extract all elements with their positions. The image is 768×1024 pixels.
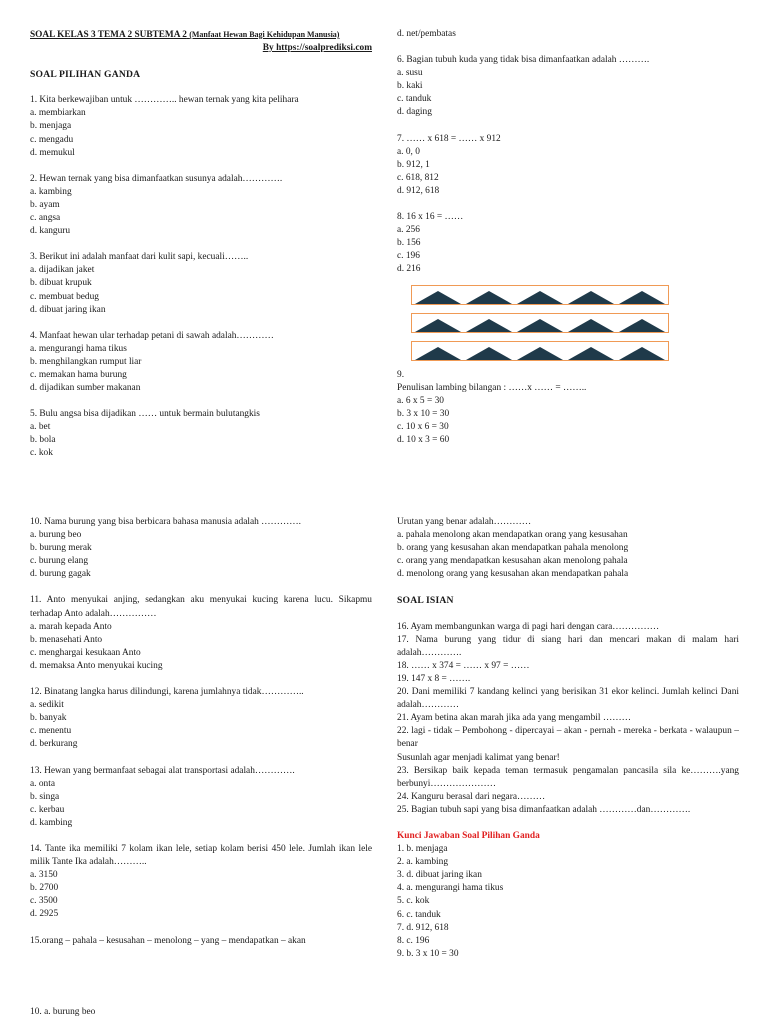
question-text: 8. 16 x 16 = …… bbox=[397, 212, 464, 223]
question-block bbox=[30, 516, 372, 581]
triangle-shape bbox=[517, 290, 563, 304]
option-item: a. sedikit bbox=[30, 700, 64, 711]
option-item: a. 3150 bbox=[30, 870, 58, 881]
isian-item: 22. lagi - tidak – Pembohong - dipercayai – akan - pernah - mereka - berkata - walaupun – benar bbox=[397, 726, 739, 750]
column-top-left bbox=[30, 28, 372, 461]
question-block bbox=[397, 382, 739, 447]
option-item: a. susu bbox=[397, 68, 423, 79]
option-item: d. kanguru bbox=[30, 226, 71, 237]
question-block bbox=[30, 173, 372, 238]
question-text: 10. Nama burung yang bisa berbicara bahasa manusia adalah …………. bbox=[30, 517, 302, 527]
isian-item: 19. 147 x 8 = ……. bbox=[397, 673, 471, 684]
option-item: c. membuat bedug bbox=[30, 291, 99, 302]
question-text: 3. Berikut ini adalah manfaat dari kulit sapi, kecuali…….. bbox=[30, 252, 249, 263]
question-block bbox=[30, 251, 372, 316]
answer-key-title: Kunci Jawaban Soal Pilihan Ganda bbox=[397, 830, 540, 841]
option-item: c. memakan hama burung bbox=[30, 369, 127, 380]
option-item: c. orang yang mendapatkan kesusahan akan menolong pahala bbox=[397, 556, 628, 567]
option-item: b. banyak bbox=[30, 713, 67, 724]
column-bottom-right bbox=[397, 516, 739, 961]
option-item: d. dibuat jaring ikan bbox=[30, 304, 106, 315]
option-item: b. singa bbox=[30, 791, 60, 802]
option-item: a. 0, 0 bbox=[397, 146, 420, 157]
triangle-shape bbox=[568, 346, 614, 360]
answer-key-item: 3. d. dibuat jaring ikan bbox=[397, 870, 482, 881]
option-item: a. bet bbox=[30, 422, 51, 433]
option-item: c. mengadu bbox=[30, 134, 74, 145]
question-number: 9. bbox=[397, 369, 405, 380]
answer-key-continued: 10. a. burung beo bbox=[30, 1007, 96, 1017]
isian-item: 24. Kanguru berasal dari negara……… bbox=[397, 791, 546, 802]
option-item: d. 2925 bbox=[30, 909, 59, 920]
isian-item: 25. Bagian tubuh sapi yang bisa dimanfaatkan adalah …………dan…………. bbox=[397, 804, 691, 815]
option-item: c. menentu bbox=[30, 726, 72, 737]
question-block bbox=[30, 765, 372, 830]
question-block bbox=[30, 843, 372, 922]
question-block bbox=[397, 54, 739, 119]
question-text: 12. Binatang langka harus dilindungi, karena jumlahnya tidak………….. bbox=[30, 687, 304, 698]
question-text: 14. Tante ika memiliki 7 kolam ikan lele, setiap kolam berisi 450 lele. Jumlah ikan lele milik Tante Ika adalah……….. bbox=[30, 843, 372, 868]
option-item: a. onta bbox=[30, 778, 55, 789]
isian-item: 20. Dani memiliki 7 kandang kelinci yang berisikan 31 ekor kelinci. Jumlah kelinci Dani adalah………… bbox=[397, 687, 739, 711]
option-item: c. kerbau bbox=[30, 804, 65, 815]
option-item: b. bola bbox=[30, 435, 56, 446]
option-item: b. dibuat krupuk bbox=[30, 278, 92, 289]
question-block bbox=[30, 935, 372, 948]
question-text: 6. Bagian tubuh kuda yang tidak bisa dimanfaatkan adalah ………. bbox=[397, 55, 650, 66]
answer-key-item: 2. a. kambing bbox=[397, 857, 449, 868]
question-text: 2. Hewan ternak yang bisa dimanfaatkan susunya adalah…………. bbox=[30, 173, 283, 184]
answer-key-item: 8. c. 196 bbox=[397, 935, 430, 946]
question-text: 5. Bulu angsa bisa dijadikan …… untuk bermain bulutangkis bbox=[30, 409, 260, 420]
question-text: 1. Kita berkewajiban untuk ………….. hewan ternak yang kita pelihara bbox=[30, 95, 299, 106]
option-item: c. 618, 812 bbox=[397, 172, 439, 183]
option-item: a. 6 x 5 = 30 bbox=[397, 395, 444, 406]
question-block bbox=[30, 330, 372, 395]
option-item: c. menghargai kesukaan Anto bbox=[30, 647, 141, 658]
option-item: c. kok bbox=[30, 448, 53, 459]
option-item: b. menghilangkan rumput liar bbox=[30, 356, 142, 367]
figure-row bbox=[411, 313, 669, 333]
option-item: d. daging bbox=[397, 107, 432, 118]
author-credit: By https://soalprediksi.com bbox=[262, 43, 372, 54]
question-block bbox=[30, 594, 372, 673]
option-item: d. menolong orang yang kesusahan akan mendapatkan pahala bbox=[397, 569, 629, 580]
option-item: b. 912, 1 bbox=[397, 159, 430, 170]
question-text: 15.orang – pahala – kesusahan – menolong – yang – mendapatkan – akan bbox=[30, 935, 306, 946]
option-item: a. membiarkan bbox=[30, 108, 86, 119]
question-text: 7. …… x 618 = …… x 912 bbox=[397, 133, 501, 144]
option-item: d. berkurang bbox=[30, 739, 78, 750]
option-item: d. memukul bbox=[30, 147, 75, 158]
option-item: c. burung elang bbox=[30, 556, 89, 567]
option-item: a. pahala menolong akan mendapatkan orang yang kesusahan bbox=[397, 530, 628, 541]
triangle-shape bbox=[619, 346, 665, 360]
option-item: b. 3 x 10 = 30 bbox=[397, 408, 450, 419]
option-item: c. 196 bbox=[397, 251, 420, 262]
option-item: c. tanduk bbox=[397, 94, 432, 105]
triangle-shape bbox=[466, 290, 512, 304]
option-item: d. burung gagak bbox=[30, 569, 91, 580]
isian-item: 16. Ayam membangunkan warga di pagi hari dengan cara…………… bbox=[397, 621, 660, 632]
triangle-shape bbox=[466, 346, 512, 360]
question-text: Penulisan lambing bilangan : ……x …… = …….. bbox=[397, 382, 587, 393]
option-item: d. dijadikan sumber makanan bbox=[30, 383, 141, 394]
option-item: d. 10 x 3 = 60 bbox=[397, 434, 450, 445]
question-block bbox=[30, 686, 372, 751]
question-text: 11. Anto menyukai anjing, sedangkan aku menyukai kucing karena lucu. Sikapmu terhadap Anto adalah…………… bbox=[30, 595, 372, 619]
triangle-shape bbox=[568, 318, 614, 332]
option-item: b. kaki bbox=[397, 81, 423, 92]
question-text: 13. Hewan yang bermanfaat sebagai alat transportasi adalah…………. bbox=[30, 765, 295, 776]
question-block bbox=[397, 133, 739, 198]
option-item: a. 256 bbox=[397, 225, 420, 236]
question-block bbox=[397, 211, 739, 276]
answer-key-item: 7. d. 912, 618 bbox=[397, 922, 449, 933]
option-item: d. net/pembatas bbox=[397, 29, 456, 39]
option-item: c. 10 x 6 = 30 bbox=[397, 421, 449, 432]
question-text: 4. Manfaat hewan ular terhadap petani di sawah adalah………… bbox=[30, 330, 274, 341]
figure-row bbox=[411, 341, 669, 361]
option-item: a. marah kepada Anto bbox=[30, 621, 112, 632]
triangle-shape bbox=[415, 346, 461, 360]
title-main: SOAL KELAS 3 TEMA 2 SUBTEMA 2 bbox=[30, 30, 187, 40]
option-item: c. angsa bbox=[30, 213, 61, 224]
option-item: b. orang yang kesusahan akan mendapatkan pahala menolong bbox=[397, 543, 629, 554]
section-heading-isian: SOAL ISIAN bbox=[397, 595, 454, 607]
answer-key-list bbox=[397, 843, 739, 961]
answer-key-item: 1. b. menjaga bbox=[397, 844, 448, 855]
triangle-shape bbox=[415, 290, 461, 304]
option-item: b. burung merak bbox=[30, 543, 92, 554]
isian-item: Susunlah agar menjadi kalimat yang benar! bbox=[397, 752, 560, 763]
option-item: c. 3500 bbox=[30, 896, 58, 907]
question-block bbox=[30, 408, 372, 460]
question-block bbox=[397, 516, 739, 581]
triangle-shape bbox=[517, 346, 563, 360]
isian-item: 17. Nama burung yang tidur di siang hari dan mencari makan di malam hari adalah…………. bbox=[397, 634, 739, 658]
option-item: b. 156 bbox=[397, 238, 421, 249]
column-bottom-left bbox=[30, 516, 372, 948]
column-top-right bbox=[397, 28, 739, 447]
option-item: b. 2700 bbox=[30, 883, 59, 894]
title-subtitle: (Manfaat Hewan Bagi Kehidupan Manusia) bbox=[189, 30, 340, 39]
triangle-shape bbox=[466, 318, 512, 332]
option-item: d. kambing bbox=[30, 817, 73, 828]
option-item: a. mengurangi hama tikus bbox=[30, 343, 127, 354]
figure-row bbox=[411, 285, 669, 305]
option-item: a. burung beo bbox=[30, 530, 82, 541]
triangle-shape bbox=[619, 318, 665, 332]
triangle-shape bbox=[517, 318, 563, 332]
isian-item: 23. Bersikap baik kepada teman termasuk pengamalan pancasila sila ke……….yang berbunyi………………… bbox=[397, 765, 739, 789]
triangle-shape bbox=[568, 290, 614, 304]
option-item: b. menjaga bbox=[30, 121, 72, 132]
isian-item: 18. …… x 374 = …… x 97 = …… bbox=[397, 660, 530, 671]
isian-list bbox=[397, 621, 739, 817]
option-item: d. 216 bbox=[397, 264, 421, 275]
question-text: Urutan yang benar adalah………… bbox=[397, 517, 532, 527]
answer-key-item: 9. b. 3 x 10 = 30 bbox=[397, 948, 459, 959]
section-heading-pilihan-ganda: SOAL PILIHAN GANDA bbox=[30, 69, 141, 81]
option-item: d. 912, 618 bbox=[397, 185, 440, 196]
document-title bbox=[30, 28, 372, 42]
option-item: a. kambing bbox=[30, 186, 72, 197]
answer-key-item: 4. a. mengurangi hama tikus bbox=[397, 883, 504, 894]
triangle-shape bbox=[415, 318, 461, 332]
multiplication-figure bbox=[411, 285, 669, 361]
question-block bbox=[30, 94, 372, 159]
option-item: b. ayam bbox=[30, 199, 60, 210]
answer-key-item: 6. c. tanduk bbox=[397, 909, 441, 920]
isian-item: 21. Ayam betina akan marah jika ada yang mengambil ……… bbox=[397, 713, 631, 724]
answer-key-item: 5. c. kok bbox=[397, 896, 430, 907]
option-item: a. dijadikan jaket bbox=[30, 265, 95, 276]
option-item: d. memaksa Anto menyukai kucing bbox=[30, 660, 163, 671]
option-item: b. menasehati Anto bbox=[30, 634, 103, 645]
triangle-shape bbox=[619, 290, 665, 304]
